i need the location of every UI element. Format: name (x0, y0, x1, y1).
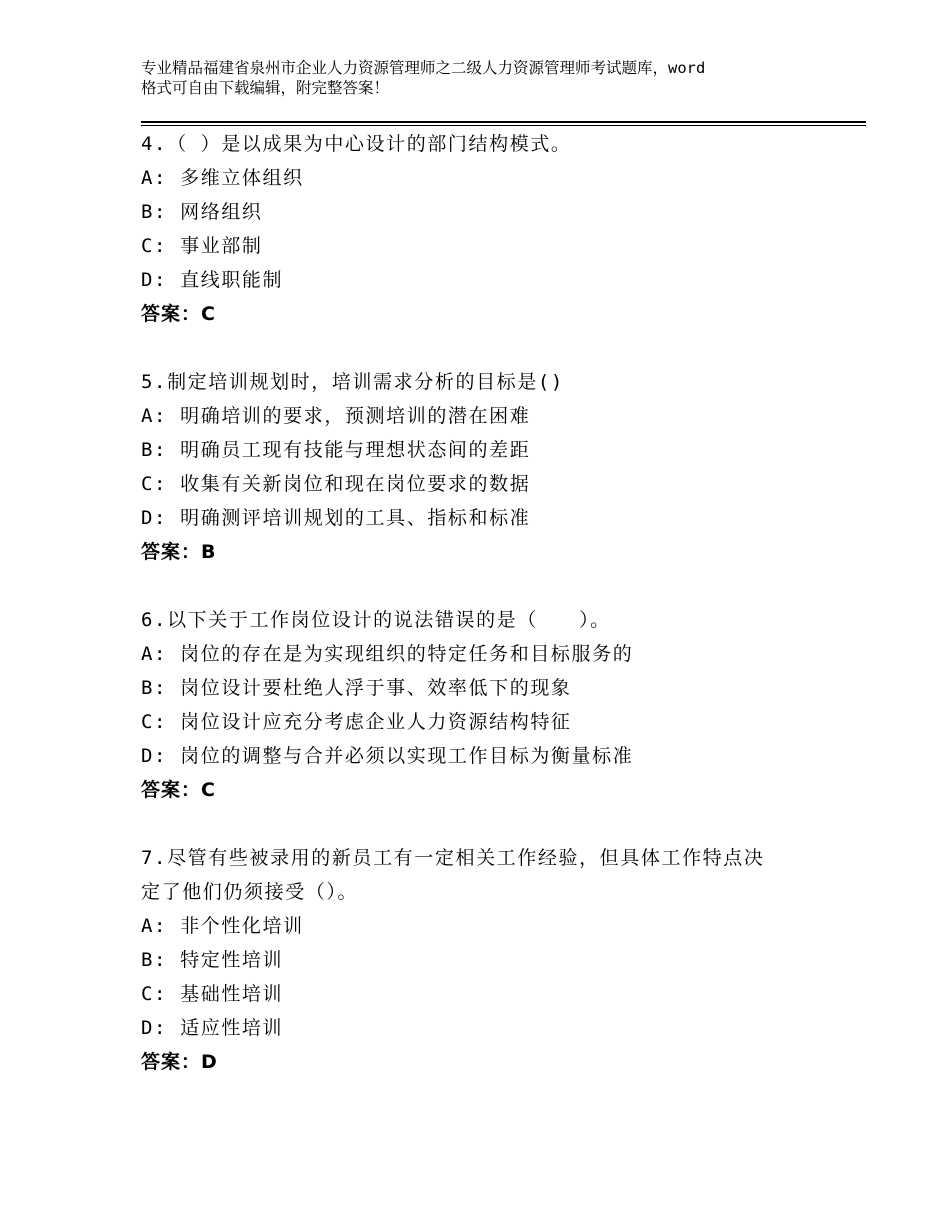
header-divider-thin (141, 125, 866, 126)
question-stem: 6.以下关于工作岗位设计的说法错误的是（ ）。 (141, 609, 611, 631)
header-divider-thick (141, 121, 866, 123)
answer-line (141, 297, 841, 331)
option-c: C: 基础性培训 (141, 983, 284, 1005)
document-header (141, 58, 831, 98)
answer-label: 答案： (141, 303, 202, 325)
option-a: A: 多维立体组织 (141, 167, 304, 189)
option-d: D: 适应性培训 (141, 1017, 284, 1039)
option-d: D: 明确测评培训规划的工具、指标和标准 (141, 507, 531, 529)
header-line-2: 格式可自由下载编辑，附完整答案！ (141, 79, 390, 97)
option-d: D: 岗位的调整与合并必须以实现工作目标为衡量标准 (141, 745, 634, 767)
option-b: B: 特定性培训 (141, 949, 284, 971)
answer-line (141, 535, 841, 569)
option-b: B: 明确员工现有技能与理想状态间的差距 (141, 439, 531, 461)
answer-line (141, 773, 841, 807)
question-stem: 5.制定培训规划时，培训需求分析的目标是() (141, 371, 564, 393)
answer-label: 答案： (141, 779, 202, 801)
option-d: D: 直线职能制 (141, 269, 284, 291)
question-stem-line-1: 7.尽管有些被录用的新员工有一定相关工作经验，但具体工作特点决 (141, 847, 765, 869)
option-c: C: 岗位设计应充分考虑企业人力资源结构特征 (141, 711, 572, 733)
question-7 (141, 841, 841, 1079)
header-line-1: 专业精品福建省泉州市企业人力资源管理师之二级人力资源管理师考试题库，word (141, 59, 706, 77)
answer-value: C (201, 779, 215, 801)
answer-line (141, 1045, 841, 1079)
option-b: B: 网络组织 (141, 201, 263, 223)
question-6 (141, 603, 841, 807)
question-stem: 4.（ ）是以成果为中心设计的部门结构模式。 (141, 133, 572, 155)
answer-value: C (201, 303, 215, 325)
option-c: C: 事业部制 (141, 235, 263, 257)
option-a: A: 非个性化培训 (141, 915, 304, 937)
answer-value: B (201, 541, 216, 563)
option-a: A: 岗位的存在是为实现组织的特定任务和目标服务的 (141, 643, 634, 665)
option-b: B: 岗位设计要杜绝人浮于事、效率低下的现象 (141, 677, 572, 699)
answer-label: 答案： (141, 1051, 202, 1073)
answer-label: 答案： (141, 541, 202, 563)
question-5 (141, 365, 841, 569)
question-list (141, 127, 841, 1113)
question-4 (141, 127, 841, 331)
answer-value: D (201, 1051, 217, 1073)
option-c: C: 收集有关新岗位和现在岗位要求的数据 (141, 473, 531, 495)
option-a: A: 明确培训的要求，预测培训的潜在困难 (141, 405, 531, 427)
question-stem-line-2: 定了他们仍须接受（）。 (141, 881, 359, 903)
